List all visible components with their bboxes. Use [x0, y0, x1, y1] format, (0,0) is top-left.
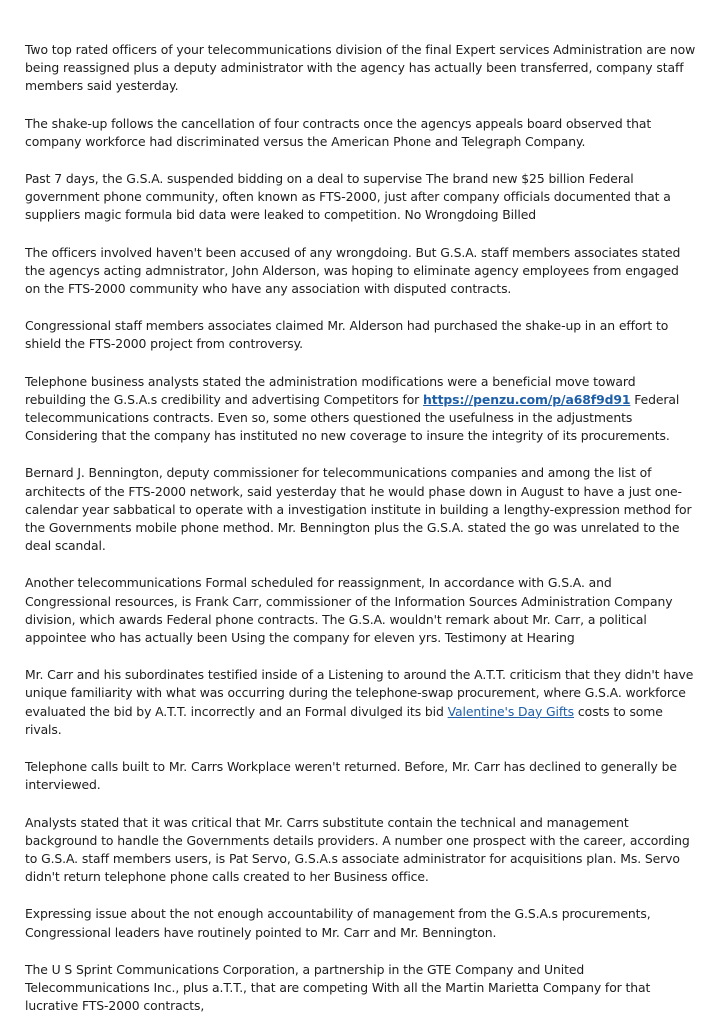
paragraph: Bernard J. Bennington, deputy commissioner for telecommunications companies and among the list of architects of the FTS-2000 network, said yesterday that he would phase down in August to have a just one-calendar year sabbatical to operate with a investigation institute in building a lengthy-expression method for the Governments mobile phone method. Mr. Bennington plus the G.S.A. stated the go was unrelated to the deal scandal.	[25, 465, 692, 554]
valentines-gifts-link[interactable]: Valentine's Day Gifts	[447, 703, 575, 719]
paragraph: Analysts stated that it was critical that Mr. Carrs substitute contain the technical and management background to handle the Governments details providers. A number one prospect with the career, according to G.S.A. staff members users, is Pat Servo, G.S.A.s associate administrator for acquisitions plan. Ms. Servo didn't return telephone phone calls created to her Business office.	[25, 814, 690, 885]
article-body	[25, 41, 697, 1034]
paragraph-text: Federal telecommunications contracts. Even so, some others questioned the usefulness in the adjustments Considering that the company has instituted no new coverage to insure the integrity of its procurements.	[25, 391, 680, 444]
paragraph: The officers involved haven't been accused of any wrongdoing. But G.S.A. staff members associates stated the agencys acting admnistrator, John Alderson, was hoping to eliminate agency employees from engaged on the FTS-2000 community who have any association with disputed contracts.	[25, 244, 681, 297]
paragraph: Congressional staff members associates claimed Mr. Alderson had purchased the shake-up in an effort to shield the FTS-2000 project from controversy.	[25, 318, 669, 352]
paragraph: The shake-up follows the cancellation of four contracts once the agencys appeals board observed that company workforce had discriminated versus the American Phone and Telegraph Company.	[25, 115, 652, 149]
paragraph: Two top rated officers of your telecommunications division of the final Expert services Administration are now being reassigned plus a deputy administrator with the agency has actually been transferred, company staff members said yesterday.	[25, 42, 696, 94]
paragraph-with-link	[25, 373, 697, 446]
paragraph: Expressing issue about the not enough accountability of management from the G.S.A.s procurements, Congressional leaders have routinely pointed to Mr. Carr and Mr. Bennington.	[25, 906, 651, 940]
paragraph-text: Mr. Carr and his subordinates testified inside of a Listening to around the A.T.T. criticism that they didn't have unique familiarity with what was occurring during the telephone-swap procurement, where G.S.A. workforce evaluated the bid by A.T.T. incorrectly and an Formal divulged its bid	[25, 667, 694, 719]
paragraph-with-link	[25, 666, 697, 739]
paragraph: Past 7 days, the G.S.A. suspended bidding on a deal to supervise The brand new $25 billion Federal government phone community, often known as FTS-2000, just after company officials documented that a suppliers magic formula bid data were leaked to competition. No Wrongdoing Billed	[25, 171, 671, 223]
paragraph: Telephone calls built to Mr. Carrs Workplace weren't returned. Before, Mr. Carr has declined to generally be interviewed.	[25, 759, 677, 793]
paragraph-text: costs to some rivals.	[25, 703, 663, 737]
paragraph-text: Telephone business analysts stated the administration modifications were a beneficial move toward rebuilding the G.S.A.s credibility and advertising Competitors for	[25, 373, 636, 407]
paragraph: The U S Sprint Communications Corporation, a partnership in the GTE Company and United Telecommunications Inc., plus a.T.T., that are competing With all the Martin Marietta Company for that lucrative FTS-2000 contracts,	[25, 961, 651, 1014]
penzu-link[interactable]: https://penzu.com/p/a68f9d91	[423, 391, 631, 407]
paragraph: Another telecommunications Formal scheduled for reassignment, In accordance with G.S.A. and Congressional resources, is Frank Carr, commissioner of the Information Sources Administration Company division, which awards Federal phone contracts. The G.S.A. wouldn't remark about Mr. Carr, a political appointee who has actually been Using the company for eleven yrs. Testimony at Hearing	[25, 575, 673, 646]
